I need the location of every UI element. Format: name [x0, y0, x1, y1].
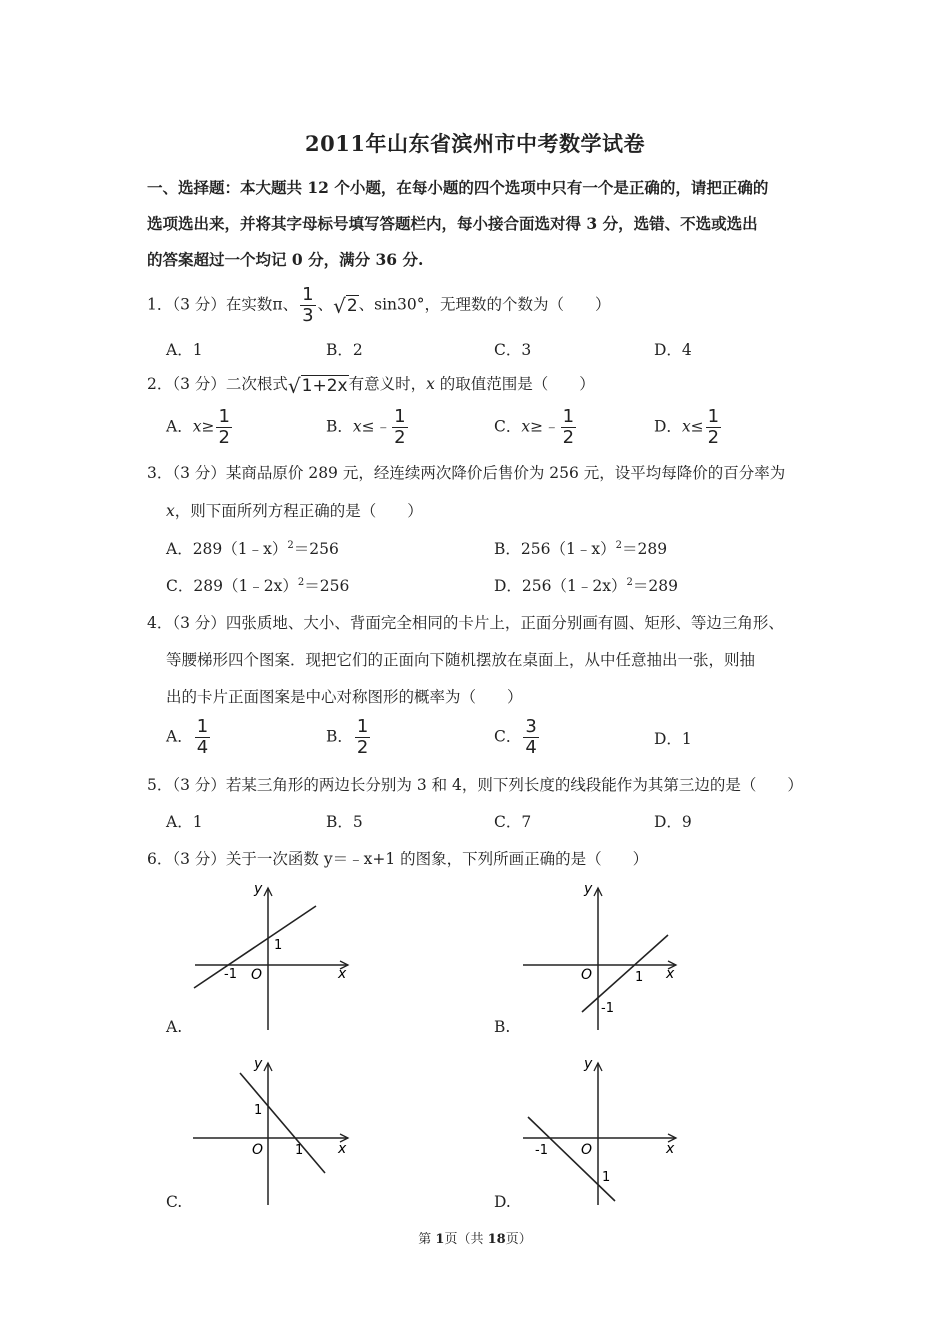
question-3-line-2: x，则下面所列方程正确的是（ ）: [166, 502, 423, 520]
graph-option-c: [190, 1055, 355, 1210]
graph-option-b: [518, 880, 683, 1035]
graph-option-d: [518, 1055, 683, 1210]
square-root: √ 2: [333, 294, 358, 318]
x-axis-label: x: [338, 966, 347, 982]
section-instruction-2: 选项选出来，并将其字母标号填写答题栏内，每小接合面选对得 3 分，选错、不选或选出: [147, 214, 758, 233]
q6-option-a-label: A.: [166, 1018, 183, 1036]
q1-option-d: D．4: [654, 341, 692, 359]
q3-option-b: B．256（1﹣x）$^2$＝289: [494, 539, 668, 558]
q4-option-d: D．1: [654, 730, 692, 748]
x-intercept-label: -1: [224, 967, 237, 982]
q5-option-b: B．5: [326, 813, 363, 831]
question-1: 1．（3 分）在实数π、 $\frac{1}{3}$ 、 √ 2 、sin30°，无理数的个数为（ ）: [147, 284, 611, 326]
section-instruction-3: 的答案超过一个均记 0 分，满分 36 分.: [147, 250, 424, 269]
q4-option-c: C． $\frac{3}{4}$: [494, 716, 537, 758]
question-4-line-1: 4．（3 分）四张质地、大小、背面完全相同的卡片上，正面分别画有圆、矩形、等边三角形、: [147, 614, 784, 632]
q3-option-d: D．256（1﹣2x）$^2$＝289: [494, 576, 678, 595]
x-intercept-label: 1: [295, 1143, 304, 1158]
q5-option-a: A．1: [166, 813, 203, 831]
x-axis-label: x: [666, 966, 675, 982]
q6-option-b-label: B.: [494, 1018, 511, 1036]
q2-option-b: B．x≤﹣ $\frac{1}{2}$: [326, 406, 406, 448]
origin-label: O: [581, 1142, 593, 1158]
question-3-line-1: 3．（3 分）某商品原价 289 元，经连续两次降价后售价为 256 元，设平均每降价的百分率为: [147, 464, 786, 482]
question-4-line-3: 出的卡片正面图案是中心对称图形的概率为（ ）: [166, 688, 523, 706]
origin-label: O: [252, 1142, 264, 1158]
origin-label: O: [581, 967, 593, 983]
page-footer: 第 1页（共 18页）: [418, 1232, 532, 1247]
page-title: 2011年山东省滨州市中考数学试卷: [305, 131, 645, 156]
question-2: 2．（3 分）二次根式 √ 1+2x 有意义时，x 的取值范围是（ ）: [147, 373, 595, 398]
x-axis-label: x: [338, 1141, 347, 1157]
q4-option-b: B． $\frac{1}{2}$: [326, 716, 369, 758]
x-intercept-label: 1: [635, 970, 644, 985]
q1-option-c: C．3: [494, 341, 532, 359]
y-axis-label: y: [254, 881, 263, 897]
q6-option-c-label: C.: [166, 1193, 183, 1211]
q2-option-c: C．x≥﹣ $\frac{1}{2}$: [494, 406, 575, 448]
y-axis-label: y: [254, 1056, 263, 1072]
page-total: 18: [487, 1232, 506, 1247]
q3-option-c: C．289（1﹣2x）$^2$＝256: [166, 576, 350, 595]
q4-option-a: A． $\frac{1}{4}$: [166, 716, 209, 758]
q6-option-d-label: D.: [494, 1193, 511, 1211]
y-intercept-label: 1: [254, 1103, 263, 1118]
q2-option-d: D．x≤ $\frac{1}{2}$: [654, 406, 720, 448]
y-axis-label: y: [584, 881, 593, 897]
y-intercept-label: 1: [274, 938, 283, 953]
section-instruction-1: 一、选择题：本大题共 12 个小题，在每小题的四个选项中只有一个是正确的，请把正确的: [147, 178, 769, 197]
y-intercept-label: 1: [602, 1170, 611, 1185]
q1-option-a: A．1: [166, 341, 203, 359]
y-axis-label: y: [584, 1056, 593, 1072]
question-5: 5．（3 分）若某三角形的两边长分别为 3 和 4，则下列长度的线段能作为其第三边的是（ ）: [147, 776, 803, 794]
q5-option-d: D．9: [654, 813, 692, 831]
x-intercept-label: -1: [535, 1143, 548, 1158]
y-intercept-label: -1: [601, 1001, 614, 1016]
square-root: √ 1+2x: [287, 373, 348, 398]
graph-option-a: [190, 880, 355, 1035]
origin-label: O: [251, 967, 263, 983]
question-6: 6．（3 分）关于一次函数 y＝﹣x+1 的图象，下列所画正确的是（ ）: [147, 850, 649, 868]
q1-option-b: B．2: [326, 341, 363, 359]
question-4-line-2: 等腰梯形四个图案．现把它们的正面向下随机摆放在桌面上，从中任意抽出一张，则抽: [166, 651, 756, 669]
page-number: 1: [435, 1232, 445, 1247]
x-axis-label: x: [666, 1141, 675, 1157]
fraction: $\frac{1}{3}$: [302, 284, 314, 326]
q2-option-a: A．x≥ $\frac{1}{2}$: [166, 406, 230, 448]
q5-option-c: C．7: [494, 813, 532, 831]
q3-option-a: A．289（1﹣x）$^2$＝256: [166, 539, 339, 558]
